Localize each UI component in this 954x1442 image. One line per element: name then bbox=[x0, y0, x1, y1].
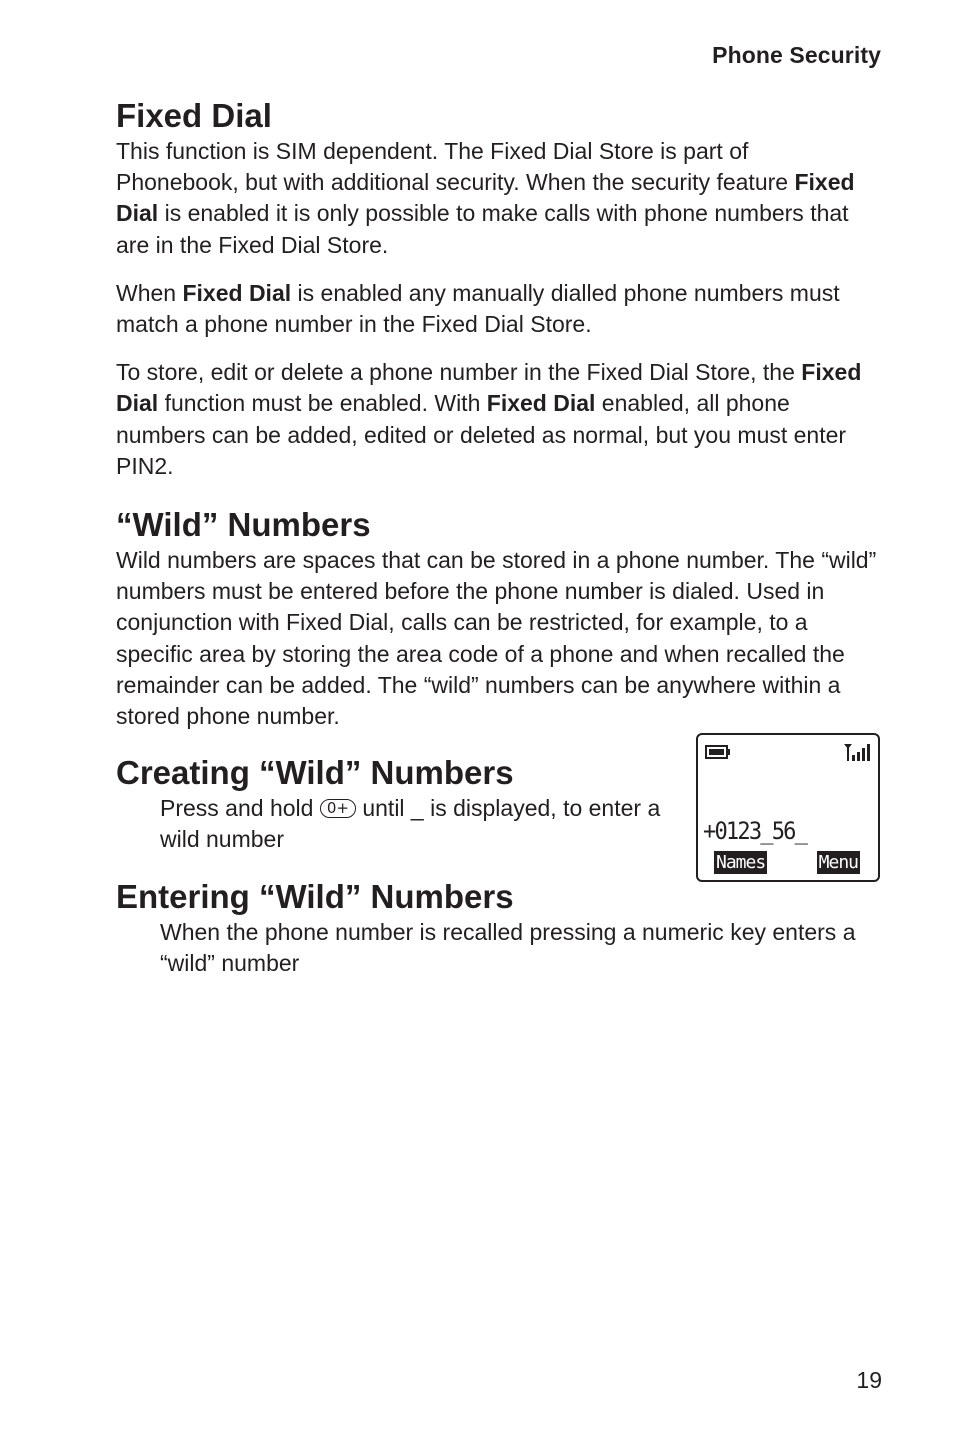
fixed-dial-section bbox=[116, 96, 876, 482]
menu-softkey-label: Menu bbox=[818, 852, 858, 873]
signal-strength-icon bbox=[843, 742, 873, 767]
fixed-dial-paragraph-1: This function is SIM dependent. The Fixed Dial Store is part of Phonebook, but with additional security. When the security feature Fixed Dial is enabled it is only possible to make calls with phone numbers that are in the Fixed Dial Store. bbox=[116, 138, 855, 258]
page-number: 19 bbox=[856, 1367, 882, 1393]
wild-numbers-heading: “Wild” Numbers bbox=[116, 506, 371, 543]
fixed-dial-paragraph-3: To store, edit or delete a phone number in the Fixed Dial Store, the Fixed Dial function must be enabled. With Fixed Dial enabled, all phone numbers can be added, edited or deleted as normal, but you must enter PIN2. bbox=[116, 359, 862, 479]
fixed-dial-paragraph-2: When Fixed Dial is enabled any manually dialled phone numbers must match a phone number in the Fixed Dial Store. bbox=[116, 279, 840, 338]
fixed-dial-heading: Fixed Dial bbox=[116, 97, 272, 134]
zero-plus-key-icon: 0+ bbox=[320, 799, 356, 818]
running-header: Phone Security bbox=[712, 42, 881, 68]
entering-wild-numbers-instruction: When the phone number is recalled pressing a numeric key enters a “wild” number bbox=[160, 919, 856, 977]
entering-wild-numbers-section bbox=[116, 877, 876, 979]
names-softkey-label: Names bbox=[716, 852, 766, 873]
dialed-number-display: +0123_56_ bbox=[703, 817, 807, 845]
creating-wild-numbers-heading: Creating “Wild” Numbers bbox=[116, 754, 514, 791]
phone-display-screen bbox=[696, 733, 880, 882]
wild-numbers-section bbox=[116, 505, 886, 732]
wild-numbers-paragraph: Wild numbers are spaces that can be stored in a phone number. The “wild” numbers must be entered before the phone number is dialed. Used in conjunction with Fixed Dial, calls can be restricted, for example, to a specific area by storing the area code of a phone and when recalled the remainder can be added. The “wild” numbers can be anywhere within a stored phone number. bbox=[116, 547, 877, 730]
battery-icon bbox=[705, 745, 731, 764]
entering-wild-numbers-heading: Entering “Wild” Numbers bbox=[116, 878, 514, 915]
creating-wild-numbers-instruction: Press and hold 0+ until _ is displayed, to enter a wild number bbox=[160, 795, 661, 853]
creating-wild-numbers-section bbox=[116, 753, 676, 855]
